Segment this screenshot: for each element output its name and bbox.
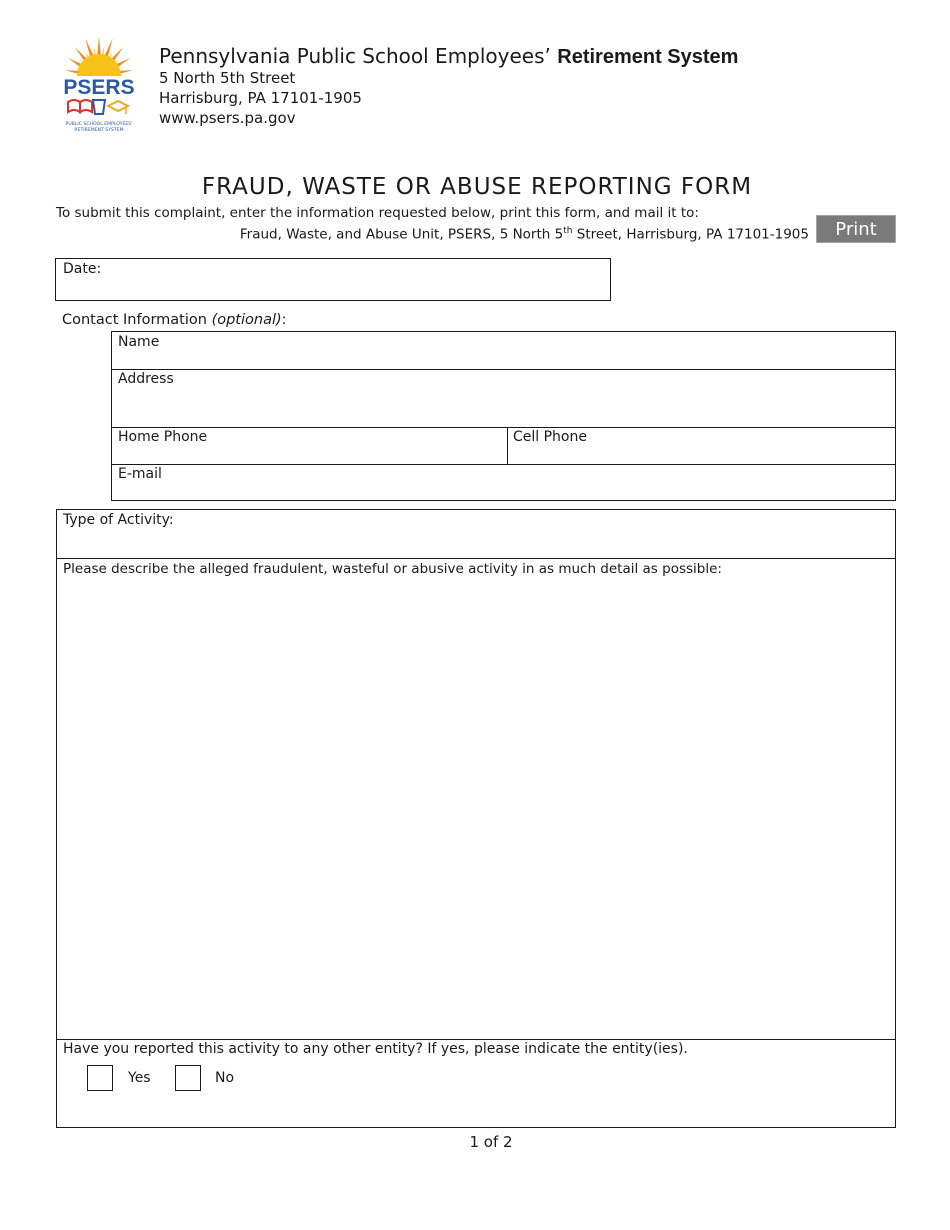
- logo-subtext: PUBLIC SCHOOL EMPLOYEES' RETIREMENT SYSTEM: [65, 122, 133, 133]
- reported-question: Have you reported this activity to any other entity? If yes, please indicate the entity(ies).: [63, 1041, 688, 1057]
- yes-label: Yes: [128, 1070, 151, 1086]
- website-link[interactable]: www.psers.pa.gov: [159, 109, 296, 127]
- name-label: Name: [118, 334, 160, 350]
- type-of-activity-field[interactable]: [57, 510, 895, 559]
- contact-information-table: [111, 331, 896, 501]
- mailing-address: [240, 226, 809, 243]
- email-field[interactable]: [112, 465, 895, 502]
- reported-section: [57, 1040, 895, 1126]
- address-line-2: Harrisburg, PA 17101-1905: [159, 89, 362, 107]
- description-label: Please describe the alleged fraudulent, wasteful or abusive activity in as much detail as possible:: [63, 561, 722, 577]
- date-field[interactable]: [55, 258, 611, 301]
- address-line-1: 5 North 5th Street: [159, 69, 296, 87]
- activity-table: [56, 509, 896, 1128]
- logo-text: PSERS: [63, 76, 135, 99]
- contact-optional-text: (optional): [211, 312, 282, 328]
- form-title: FRAUD, WASTE OR ABUSE REPORTING FORM: [201, 174, 753, 200]
- page-number: 1 of 2: [469, 1133, 513, 1151]
- type-of-activity-label: Type of Activity:: [63, 512, 174, 528]
- organization-name: [159, 44, 738, 69]
- contact-label-text: Contact Information: [62, 312, 207, 328]
- description-field[interactable]: [57, 559, 895, 1040]
- instructions: To submit this complaint, enter the information requested below, print this form, and mail it to:: [56, 205, 699, 221]
- psers-logo: [56, 30, 142, 138]
- email-label: E-mail: [118, 466, 162, 482]
- phone-divider: [507, 428, 508, 464]
- mailing-address-superscript: th: [563, 226, 573, 236]
- home-phone-label: Home Phone: [118, 429, 208, 445]
- yes-checkbox[interactable]: [87, 1065, 113, 1091]
- no-label: No: [215, 1070, 235, 1086]
- phone-row: [112, 428, 895, 465]
- print-button[interactable]: Print: [816, 215, 896, 243]
- address-field[interactable]: [112, 370, 895, 428]
- home-phone-field[interactable]: [112, 428, 508, 464]
- mailing-address-part-2: Street, Harrisburg, PA 17101-1905: [572, 226, 809, 243]
- cell-phone-label: Cell Phone: [513, 429, 587, 445]
- name-field[interactable]: [112, 332, 895, 370]
- org-name-bold: Retirement System: [557, 46, 739, 68]
- cell-phone-field[interactable]: [509, 428, 895, 464]
- mailing-address-part-1: Fraud, Waste, and Abuse Unit, PSERS, 5 North 5: [239, 226, 564, 243]
- no-checkbox[interactable]: [175, 1065, 201, 1091]
- org-name-regular: Pennsylvania Public School Employees’: [159, 44, 551, 68]
- contact-information-label: [62, 312, 287, 328]
- address-label: Address: [118, 371, 174, 387]
- contact-colon: :: [281, 312, 287, 328]
- date-label: Date:: [63, 261, 102, 277]
